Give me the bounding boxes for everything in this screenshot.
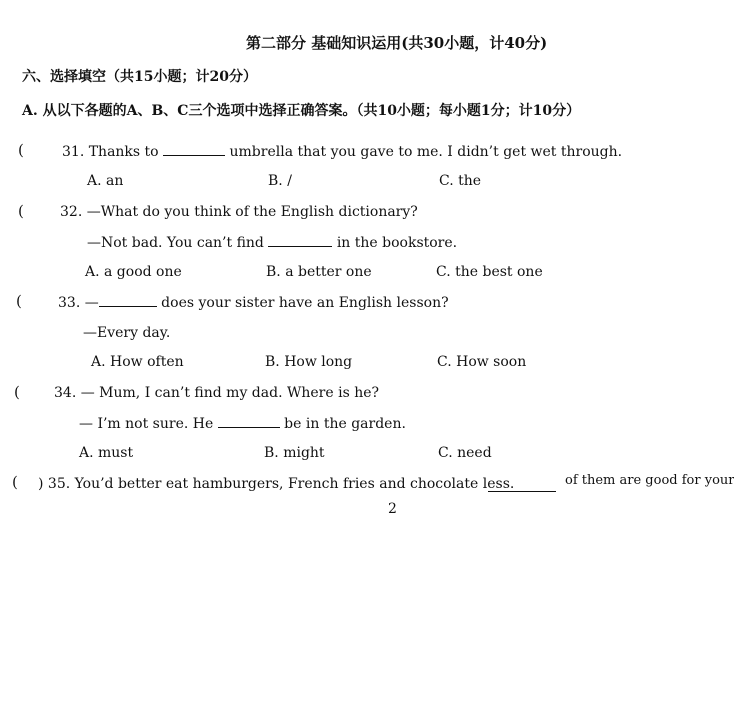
question-text-after: umbrella that you gave to me. I didn’t get wet through. [229, 144, 623, 160]
option-c: C. the best one [436, 264, 543, 280]
option-c: C. the [439, 173, 482, 189]
answer-blank [218, 416, 280, 428]
option-b: B. / [268, 173, 292, 189]
question-text-before: — [84, 295, 99, 311]
part-six-heading: 六、选择填空（共15小题；计20分） [22, 69, 257, 85]
question-34-line-2 [79, 416, 406, 431]
question-33-line-2: —Every day. [83, 325, 171, 341]
option-c: C. need [438, 445, 492, 461]
part-a-heading: A. 从以下各题的A、B、C三个选项中选择正确答案。（共10小题；每小题1分；计10分） [22, 103, 581, 119]
question-31 [62, 144, 622, 159]
question-text-after: of them are good for your [565, 473, 734, 488]
page-number: 2 [388, 501, 397, 517]
question-number: 32. [60, 204, 83, 220]
question-text-after: in the bookstore. [336, 235, 458, 251]
answer-paren: ( [18, 202, 24, 220]
question-number: 35. [47, 476, 71, 492]
answer-paren: ( [16, 292, 22, 310]
answer-paren: ( [14, 383, 20, 401]
option-a: A. How often [91, 354, 184, 370]
question-text-before: Thanks to [88, 144, 159, 160]
question-text-after: does your sister have an English lesson? [161, 295, 449, 311]
question-line-1: — Mum, I can’t find my dad. Where is he? [80, 385, 380, 401]
option-b: B. might [264, 445, 325, 461]
answer-blank [488, 481, 556, 492]
option-a: A. must [79, 445, 134, 461]
answer-blank [99, 295, 157, 307]
option-b: B. How long [265, 354, 353, 370]
question-text-before: — I’m not sure. He [79, 416, 214, 432]
question-32-line-2 [87, 235, 457, 250]
question-number: 33. [58, 295, 81, 311]
option-a: A. an [87, 173, 124, 189]
question-text-before: —Not bad. You can’t find [87, 235, 264, 251]
answer-blank [268, 235, 332, 247]
question-text-before: You’d better eat hamburgers, French fries and chocolate less. [74, 476, 515, 492]
answer-paren: ( [18, 141, 24, 159]
question-35 [38, 477, 514, 491]
question-text-after: be in the garden. [284, 416, 406, 432]
answer-paren: ( [12, 473, 18, 491]
question-32 [60, 205, 418, 219]
section-title: 第二部分 基础知识运用(共30小题，计40分) [246, 34, 548, 52]
answer-paren-close: ) [38, 476, 44, 492]
option-c: C. How soon [437, 354, 527, 370]
answer-blank [163, 144, 225, 156]
question-33 [58, 295, 449, 310]
question-line-1: —What do you think of the English dictionary? [86, 204, 418, 220]
question-number: 34. [54, 385, 77, 401]
question-number: 31. [62, 144, 85, 160]
option-a: A. a good one [85, 264, 182, 280]
question-34 [54, 386, 379, 400]
option-b: B. a better one [266, 264, 372, 280]
